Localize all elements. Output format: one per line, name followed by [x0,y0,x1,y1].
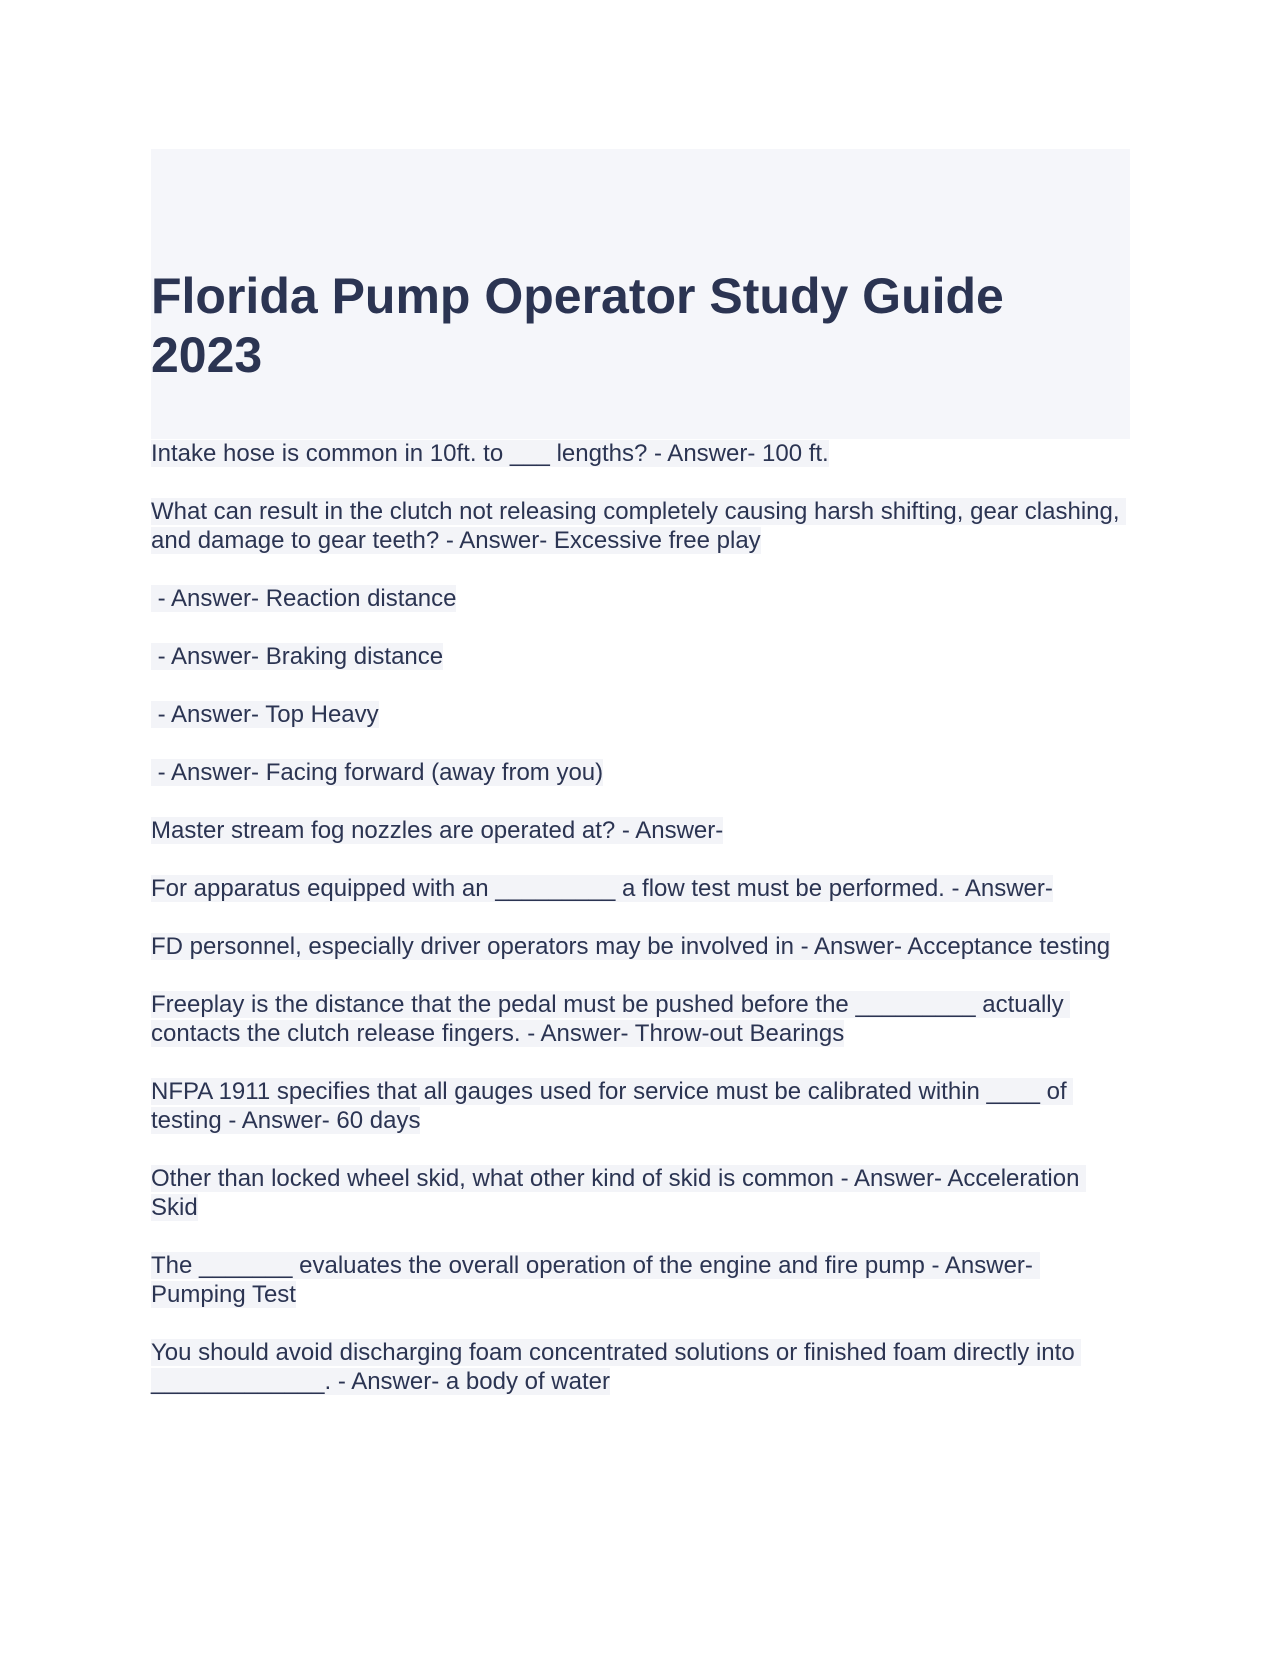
title-line-2: 2023 [151,327,263,383]
qa-item: - Answer- Reaction distance [151,585,457,612]
document-page [151,149,1130,1425]
qa-item: Intake hose is common in 10ft. to ___ lengths? - Answer- 100 ft. [151,440,829,467]
qa-item: You should avoid discharging foam concentrated solutions or finished foam directly into _____________. - Answer- a body of water [151,1339,1082,1395]
qa-list [151,439,1130,1396]
qa-item: The _______ evaluates the overall operation of the engine and fire pump - Answer- Pumping Test [151,1252,1040,1308]
qa-item: Other than locked wheel skid, what other kind of skid is common - Answer- Acceleration Skid [151,1165,1087,1221]
qa-item: FD personnel, especially driver operators may be involved in - Answer- Acceptance testing [151,933,1111,960]
title-block [151,149,1130,439]
qa-item: What can result in the clutch not releasing completely causing harsh shifting, gear clashing, and damage to gear teeth? - Answer- Excessive free play [151,498,1127,554]
qa-item: - Answer- Facing forward (away from you) [151,759,604,786]
qa-item: Master stream fog nozzles are operated at? - Answer- [151,817,724,844]
qa-item: For apparatus equipped with an _________ a flow test must be performed. - Answer- [151,875,1053,902]
qa-item: - Answer- Braking distance [151,643,444,670]
qa-item: - Answer- Top Heavy [151,701,379,728]
qa-item: Freeplay is the distance that the pedal must be pushed before the _________ actually contacts the clutch release fingers. - Answer- Throw-out Bearings [151,991,1071,1047]
document-title [151,267,1004,385]
qa-item: NFPA 1911 specifies that all gauges used for service must be calibrated within ____ of testing - Answer- 60 days [151,1078,1074,1134]
title-line-1: Florida Pump Operator Study Guide [151,268,1004,324]
